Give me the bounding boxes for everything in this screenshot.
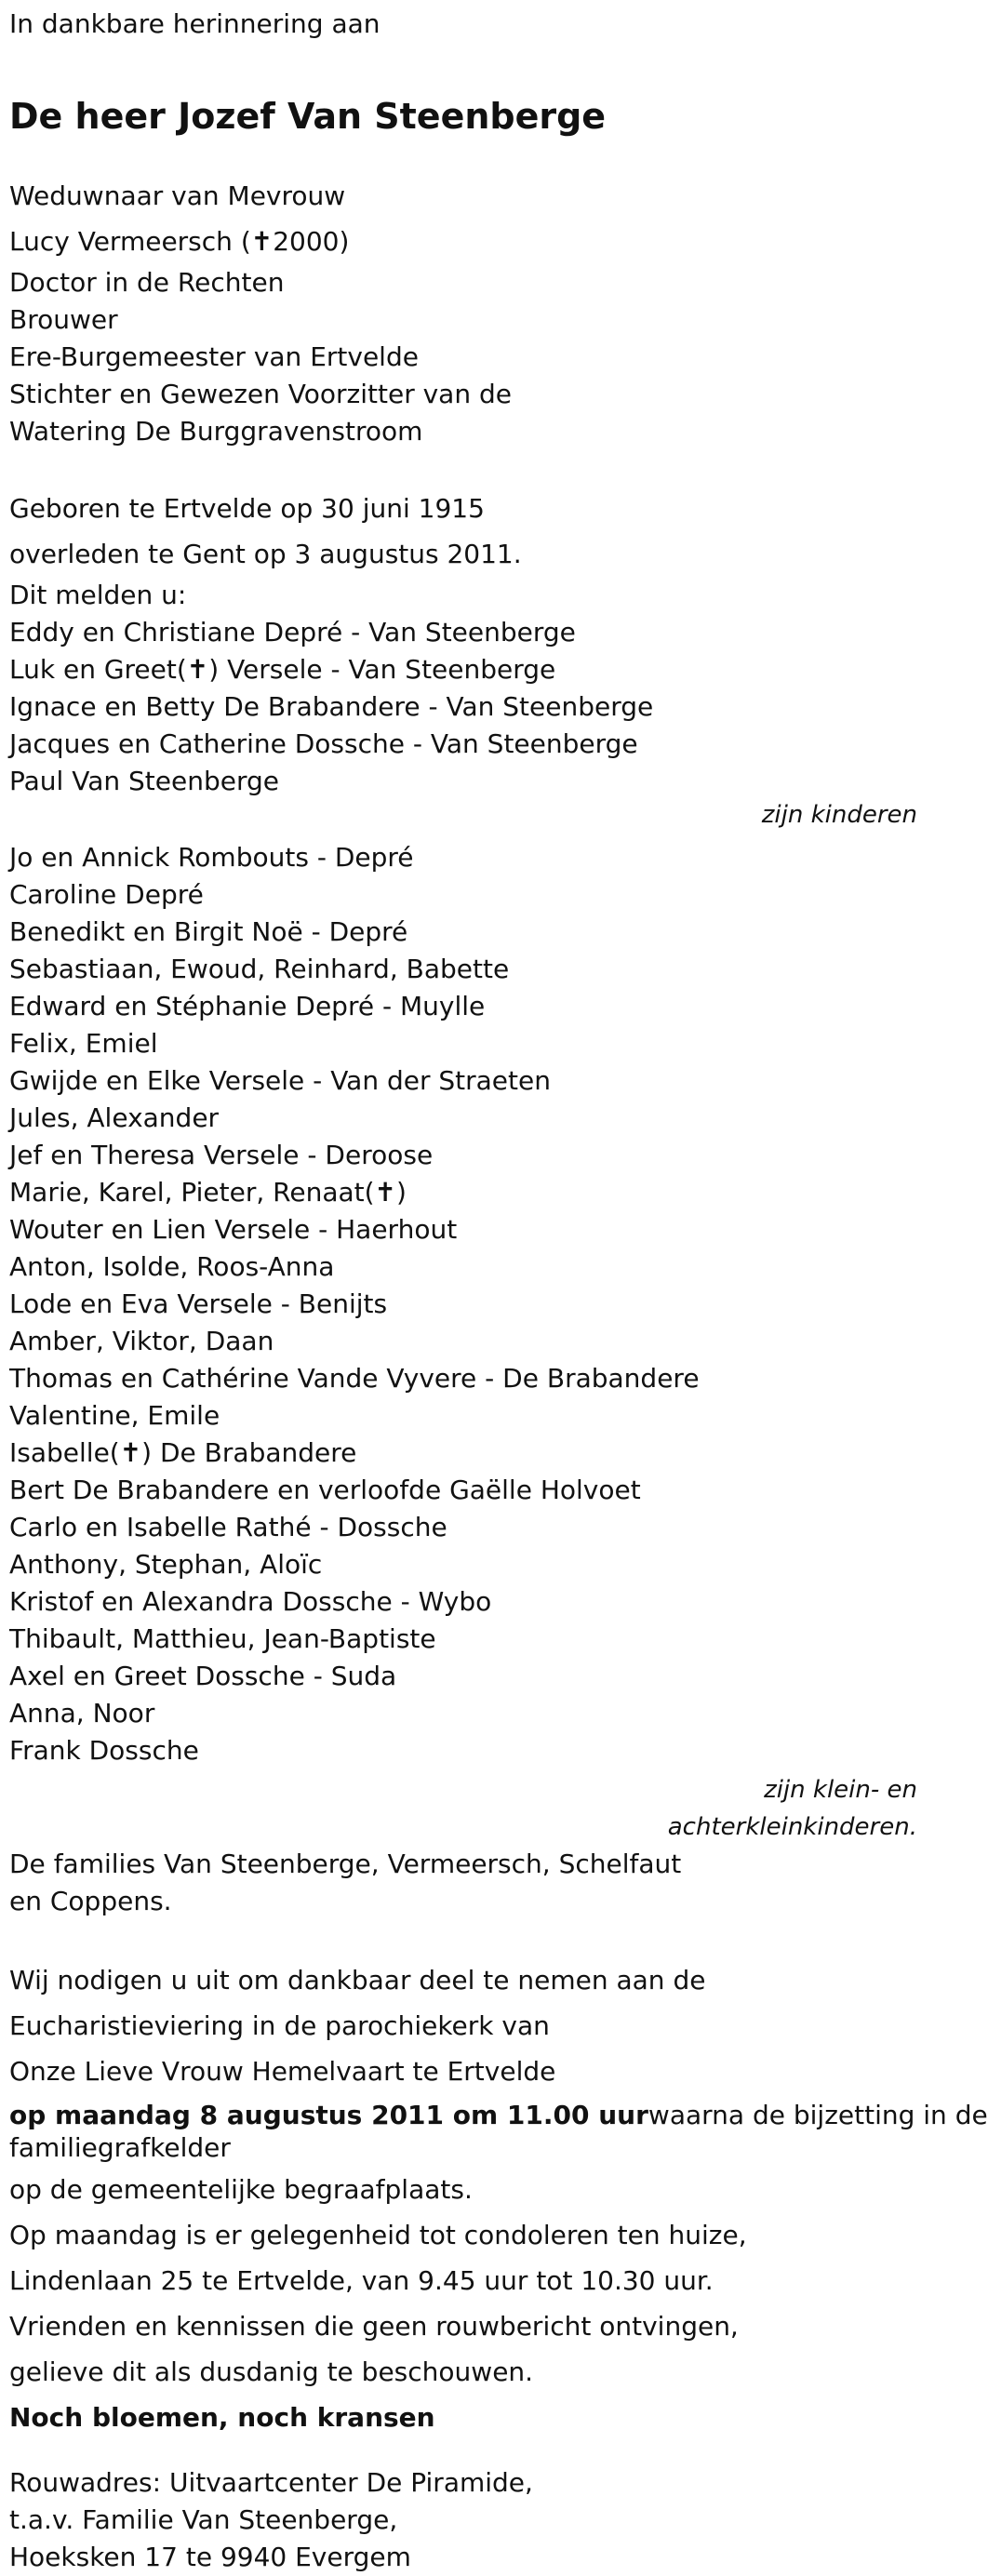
service-line-3: op de gemeentelijke begraafplaats. <box>9 2174 473 2205</box>
grandchildren-line: Sebastiaan, Ewoud, Reinhard, Babette <box>9 954 510 984</box>
invite-line: Eucharistieviering in de parochiekerk van <box>9 2010 550 2041</box>
children-line: Eddy en Christiane Depré - Van Steenberge <box>9 617 576 647</box>
grandchildren-line: Lode en Eva Versele - Benijts <box>9 1288 388 1319</box>
bio-line: Stichter en Gewezen Voorzitter van de <box>9 379 512 409</box>
children-line: Luk en Greet(✝) Versele - Van Steenberge <box>9 654 556 685</box>
grandchildren-line: Gwijde en Elke Versele - Van der Straeten <box>9 1065 551 1096</box>
grandchildren-line: Caroline Depré <box>9 879 204 910</box>
announce-line: Dit melden u: <box>9 580 187 610</box>
intro-line: In dankbare herinnering aan <box>9 8 381 39</box>
deceased-name: De heer Jozef Van Steenberge <box>9 96 607 137</box>
condolence-line: gelieve dit als dusdanig te beschouwen. <box>9 2356 534 2387</box>
grandchildren-line: Amber, Viktor, Daan <box>9 1326 274 1356</box>
grandchildren-line: Anna, Noor <box>9 1698 155 1728</box>
bio-line: Ere-Burgemeester van Ertvelde <box>9 341 419 372</box>
grandchildren-line: Valentine, Emile <box>9 1400 220 1431</box>
grandchildren-line: Kristof en Alexandra Dossche - Wybo <box>9 1586 492 1617</box>
grandchildren-line: Jo en Annick Rombouts - Depré <box>9 842 414 873</box>
condolence-line: Lindenlaan 25 te Ertvelde, van 9.45 uur tot 10.30 uur. <box>9 2265 714 2296</box>
grandchildren-line: Bert De Brabandere en verloofde Gaëlle Holvoet <box>9 1475 641 1505</box>
invite-line: Onze Lieve Vrouw Hemelvaart te Ertvelde <box>9 2056 556 2087</box>
no-flowers-note: Noch bloemen, noch kransen <box>9 2402 435 2433</box>
invite-line: Wij nodigen u uit om dankbaar deel te nemen aan de <box>9 1965 706 1995</box>
bio-line: Doctor in de Rechten <box>9 267 285 298</box>
grandchildren-line: Anton, Isolde, Roos-Anna <box>9 1251 335 1282</box>
address-line: t.a.v. Familie Van Steenberge, <box>9 2504 398 2535</box>
service-line-2: familiegrafkelder <box>9 2132 231 2163</box>
children-label: zijn kinderen <box>761 801 917 829</box>
children-line: Jacques en Catherine Dossche - Van Steenberge <box>9 728 638 759</box>
condolence-line: Op maandag is er gelegenheid tot condoleren ten huize, <box>9 2220 747 2250</box>
grandchildren-line: Jef en Theresa Versele - Deroose <box>9 1140 434 1170</box>
grandchildren-line: Thibault, Matthieu, Jean-Baptiste <box>9 1623 436 1654</box>
children-line: Paul Van Steenberge <box>9 766 279 796</box>
birth-line: Geboren te Ertvelde op 30 juni 1915 <box>9 493 485 524</box>
grandchildren-line: Jules, Alexander <box>9 1102 220 1133</box>
condolence-line: Vrienden en kennissen die geen rouwbericht ontvingen, <box>9 2311 739 2342</box>
grandchildren-line: Edward en Stéphanie Depré - Muylle <box>9 991 486 1021</box>
grandchildren-line: Carlo en Isabelle Rathé - Dossche <box>9 1512 447 1542</box>
grandchildren-line: Marie, Karel, Pieter, Renaat(✝) <box>9 1177 407 1208</box>
bio-line: Lucy Vermeersch (✝2000) <box>9 226 350 257</box>
grandchildren-line: Anthony, Stephan, Aloïc <box>9 1549 323 1580</box>
address-line: Hoeksken 17 te 9940 Evergem <box>9 2542 411 2572</box>
service-rest: waarna de bijzetting in de <box>648 2100 988 2130</box>
grandchildren-line: Frank Dossche <box>9 1735 199 1766</box>
grandchildren-line: Benedikt en Birgit Noë - Depré <box>9 916 408 947</box>
bio-line: Weduwnaar van Mevrouw <box>9 180 346 211</box>
grandchildren-line: Wouter en Lien Versele - Haerhout <box>9 1214 458 1245</box>
bio-line: Watering De Burggravenstroom <box>9 416 423 447</box>
address-line: Rouwadres: Uitvaartcenter De Piramide, <box>9 2467 533 2498</box>
obituary-notice <box>9 0 988 2576</box>
grandchildren-line: Thomas en Cathérine Vande Vyvere - De Brabandere <box>9 1363 700 1394</box>
families-line: De families Van Steenberge, Vermeersch, Schelfaut <box>9 1849 682 1879</box>
families-line: en Coppens. <box>9 1886 172 1916</box>
bio-line: Brouwer <box>9 304 118 335</box>
grandchildren-label: achterkleinkinderen. <box>667 1813 917 1841</box>
death-line: overleden te Gent op 3 augustus 2011. <box>9 539 522 569</box>
service-date: op maandag 8 augustus 2011 om 11.00 uur <box>9 2100 648 2130</box>
grandchildren-line: Isabelle(✝) De Brabandere <box>9 1437 357 1468</box>
grandchildren-line: Axel en Greet Dossche - Suda <box>9 1661 397 1691</box>
grandchildren-label: zijn klein- en <box>764 1776 917 1804</box>
children-line: Ignace en Betty De Brabandere - Van Steenberge <box>9 691 654 722</box>
grandchildren-line: Felix, Emiel <box>9 1028 158 1059</box>
